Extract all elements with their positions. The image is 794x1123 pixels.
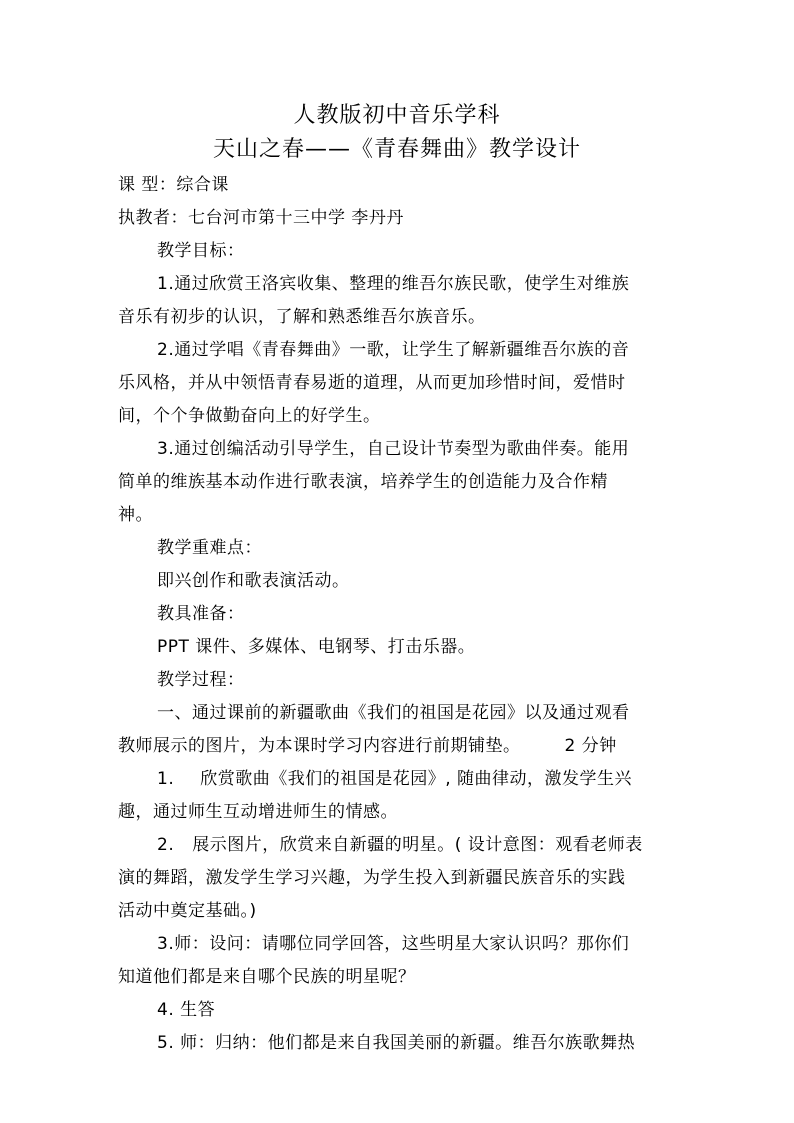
key-points-text: 即兴创作和歌表演活动。 <box>157 571 350 591</box>
goal1-line2: 音乐有初步的认识，了解和熟悉维吾尔族音乐。 <box>118 307 486 327</box>
goal3-line3: 神。 <box>118 505 153 525</box>
course-type: 课 型：综合课 <box>118 175 229 195</box>
substep2-text: 展示图片，欣赏来自新疆的明星。( 设计意图：观看老师表 <box>192 835 643 855</box>
substep2-line1 <box>157 830 643 855</box>
tools-heading: 教具准备： <box>157 604 245 624</box>
substep2-line2: 演的舞蹈，激发学生学习兴趣，为学生投入到新疆民族音乐的实践 <box>118 868 626 888</box>
goal2-line2: 乐风格，并从中领悟青春易逝的道理，从而更加珍惜时间，爱惜时 <box>118 373 626 393</box>
goal1-line1: 1.通过欣赏王洛宾收集、整理的维吾尔族民歌，使学生对维族 <box>157 274 630 294</box>
document-subtitle: 天山之春——《青春舞曲》教学设计 <box>212 137 581 162</box>
substep3-line1: 3.师：设问：请哪位同学回答，这些明星大家认识吗？那你们 <box>157 934 630 954</box>
process-heading: 教学过程： <box>157 670 245 690</box>
process-step1-line1: 一、通过课前的新疆歌曲《我们的祖国是花园》以及通过观看 <box>157 703 630 723</box>
goals-heading: 教学目标： <box>157 241 245 261</box>
key-points-heading: 教学重难点： <box>157 538 262 558</box>
substep1-line2: 趣，通过师生互动增进师生的情感。 <box>118 802 398 822</box>
substep1-line1 <box>157 764 632 789</box>
process-step1-text: 教师展示的图片，为本课时学习内容进行前期铺垫。 <box>118 736 521 756</box>
substep1-number: 1. <box>157 769 175 789</box>
substep2-number: 2. <box>157 835 175 855</box>
process-step1-line2 <box>118 731 617 756</box>
substep1-text: 欣赏歌曲《我们的祖国是花园》, 随曲律动，激发学生兴 <box>200 769 633 789</box>
goal2-line1: 2.通过学唱《青春舞曲》一歌，让学生了解新疆维吾尔族的音 <box>157 340 630 360</box>
goal3-line2: 简单的维族基本动作进行歌表演，培养学生的创造能力及合作精 <box>118 472 608 492</box>
substep2-line3: 活动中奠定基础。) <box>118 901 257 921</box>
substep4: 4. 生答 <box>157 1000 216 1020</box>
substep5-line1: 5. 师：归纳：他们都是来自我国美丽的新疆。维吾尔族歌舞热 <box>157 1033 636 1053</box>
teacher-info: 执教者：七台河市第十三中学 李丹丹 <box>118 208 404 228</box>
document-title: 人教版初中音乐学科 <box>293 103 501 128</box>
goal3-line1: 3.通过创编活动引导学生，自己设计节奏型为歌曲伴奏。能用 <box>157 439 630 459</box>
process-step1-time: 2 分钟 <box>564 736 617 756</box>
tools-text: PPT 课件、多媒体、电钢琴、打击乐器。 <box>157 637 476 657</box>
substep3-line2: 知道他们都是来自哪个民族的明星呢？ <box>118 967 416 987</box>
goal2-line3: 间，个个争做勤奋向上的好学生。 <box>118 406 381 426</box>
